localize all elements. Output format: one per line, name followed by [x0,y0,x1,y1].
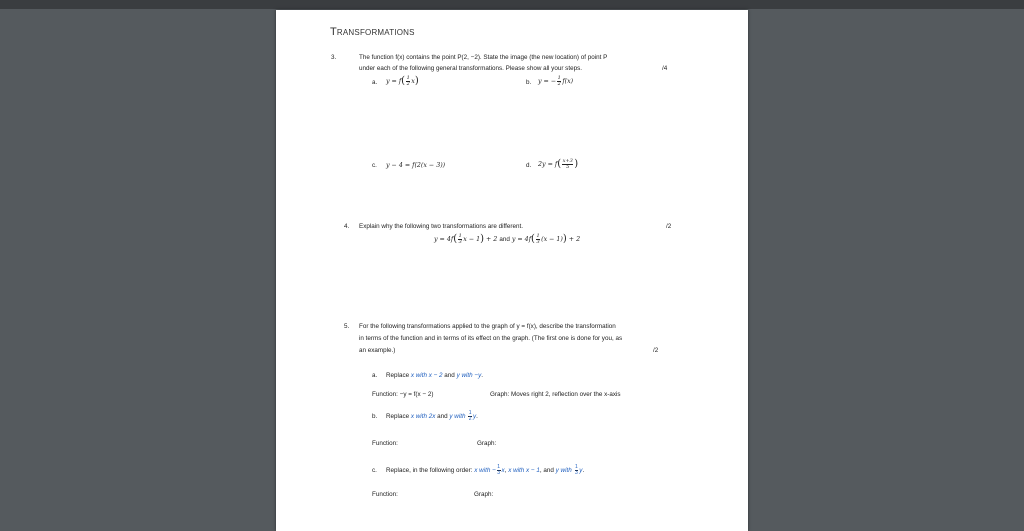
page-title: Transformations [330,26,415,38]
q5a-function: Function: −y = f(x − 2) [372,391,434,398]
q4-text: Explain why the following two transformations are different. [359,223,524,230]
q5-marks: /2 [653,347,659,354]
q3b-expression: y = − $\frac{1}{2}$ f(x) [538,75,574,87]
q5-text-line3: an example.) [359,347,396,354]
q5b-graph-label: Graph: [477,440,497,447]
viewer-top-bar [0,0,1024,9]
q5a-label: a. [372,372,378,379]
q3-text-line2: under each of the following general transformations. Please show all your steps. [359,65,582,72]
document-page [276,10,748,531]
q5c-function-label: Function: [372,491,398,498]
q5c-label: c. [372,467,377,474]
q5b-instruction: Replace x with 2x and y with $\frac{1}{2}$ y. [386,410,478,422]
q3-number: 3. [331,54,337,61]
q3b-label: b. [526,79,532,86]
q5c-graph-label: Graph: [474,491,494,498]
q5b-label: b. [372,413,378,420]
q4-number: 4. [344,223,350,230]
q5a-instruction: Replace x with x − 2 and y with −y. [386,372,483,379]
q5-text-line2: in terms of the function and in terms of its effect on the graph. (The first one is done for you, as [359,335,623,342]
q3-text-line1: The function f(x) contains the point P(2, −2). State the image (the new location) of point P [359,54,608,61]
q3d-expression: 2y = f( $\frac{x+3}{5}$ ) [538,158,579,170]
q5c-instruction: Replace, in the following order: x with − $\frac{1}{3}$ x, x with x − 1, and y with $\frac{1}{3}$ y. [386,464,585,476]
q3c-expression: y − 4 = f(2(x − 3)) [386,162,446,169]
q3a-label: a. [372,79,378,86]
q5b-function-label: Function: [372,440,398,447]
q3d-label: d. [526,162,532,169]
q5-text-line1: For the following transformations applied to the graph of y = f(x), describe the transformation [359,323,616,330]
q5-number: 5. [344,323,350,330]
q3a-expression: y = f( $\frac{1}{2}$ x) [386,75,419,87]
q3-marks: /4 [662,65,668,72]
q3c-label: c. [372,162,377,169]
q5a-graph: Graph: Moves right 2, reflection over the x-axis [490,391,621,398]
q4-marks: /2 [666,223,672,230]
q4-expression: y = 4f( $\frac{1}{3}$ x − 1) + 2 and y = 4f( $\frac{1}{3}$ (x − 1)) + 2 [434,233,581,245]
